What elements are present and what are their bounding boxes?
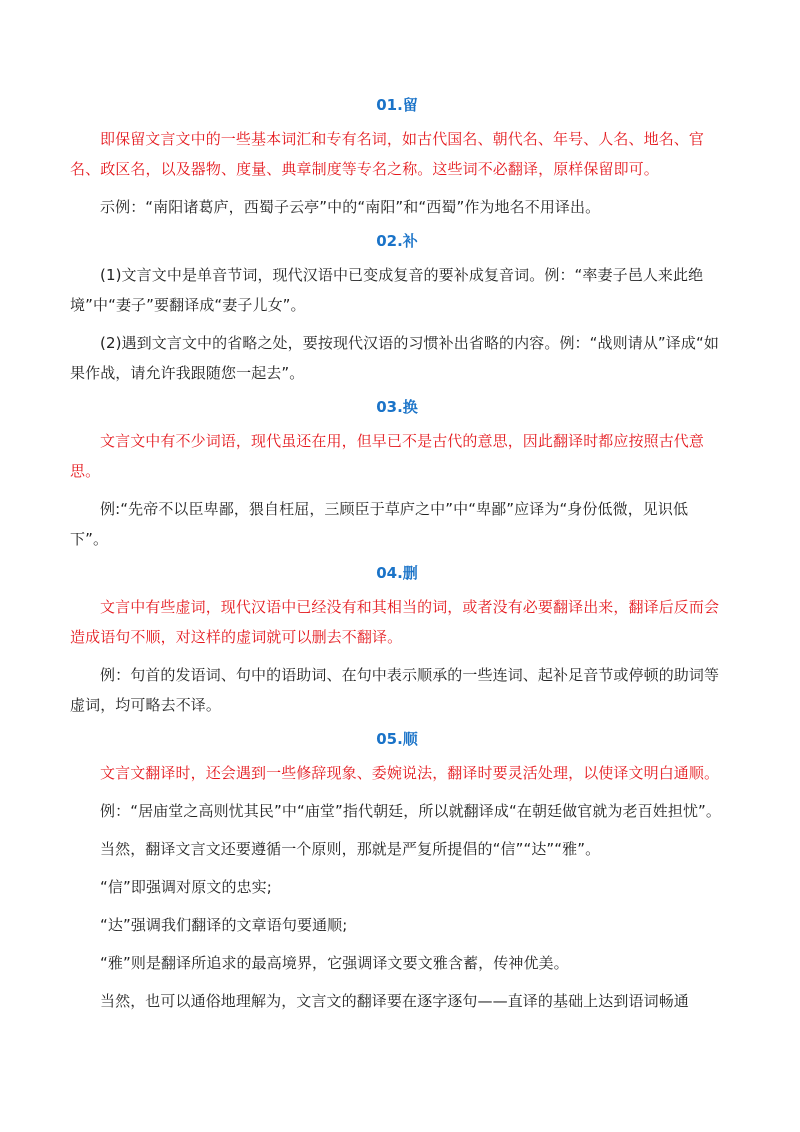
section-heading: 03.换: [376, 398, 418, 416]
paragraph: 例：句首的发语词、句中的语助词、在句中表示顺承的一些连词、起补足音节或停顿的助词等虚词，均可略去不译。: [70, 666, 720, 714]
paragraph: “雅”则是翻译所追求的最高境界，它强调译文要文雅含蓄，传神优美。: [100, 954, 569, 972]
section-shan: [70, 562, 724, 720]
section-bu: [70, 230, 724, 388]
paragraph: 当然，翻译文言文还要遵循一个原则，那就是严复所提倡的“信”“达”“雅”。: [100, 840, 601, 858]
section-liu: [70, 94, 724, 222]
paragraph: 文言文中有不少词语，现代虽还在用，但早已不是古代的意思，因此翻译时都应按照古代意思。: [70, 432, 705, 480]
paragraph: 文言中有些虚词，现代汉语中已经没有和其相当的词，或者没有必要翻译出来，翻译后反而会造成语句不顺，对这样的虚词就可以删去不翻译。: [70, 598, 720, 646]
paragraph: 当然，也可以通俗地理解为，文言文的翻译要在逐字逐句——直译的基础上达到语词畅通: [100, 992, 689, 1010]
paragraph: 示例：“南阳诸葛庐，西蜀子云亭”中的“南阳”和“西蜀”作为地名不用译出。: [100, 198, 601, 216]
paragraph: 即保留文言文中的一些基本词汇和专有名词，如古代国名、朝代名、年号、人名、地名、官名、政区名，以及器物、度量、典章制度等专名之称。这些词不必翻译，原样保留即可。: [70, 130, 705, 178]
paragraph: “信”即强调对原文的忠实;: [100, 878, 272, 896]
paragraph: 文言文翻译时，还会遇到一些修辞现象、委婉说法，翻译时要灵活处理，以使译文明白通顺。: [100, 764, 720, 782]
section-heading: 04.删: [376, 564, 418, 582]
paragraph: 例：“居庙堂之高则忧其民”中“庙堂”指代朝廷，所以就翻译成“在朝廷做官就为老百姓担忧”。: [100, 802, 722, 820]
paragraph: “达”强调我们翻译的文章语句要通顺;: [100, 916, 348, 934]
paragraph: (1)文言文中是单音节词，现代汉语中已变成复音的要补成复音词。例：“率妻子邑人来此绝境”中“妻子”要翻译成“妻子儿女”。: [70, 266, 704, 314]
section-shun: [70, 728, 724, 1016]
section-huan: [70, 396, 724, 554]
section-heading: 01.留: [376, 96, 418, 114]
section-heading: 02.补: [376, 232, 418, 250]
section-heading: 05.顺: [376, 730, 418, 748]
paragraph: 例:“先帝不以臣卑鄙，猥自枉屈，三顾臣于草庐之中”中“卑鄙”应译为“身份低微，见识低下”。: [70, 500, 689, 548]
paragraph: (2)遇到文言文中的省略之处，要按现代汉语的习惯补出省略的内容。例：“战则请从”译成“如果作战，请允许我跟随您一起去”。: [70, 334, 719, 382]
